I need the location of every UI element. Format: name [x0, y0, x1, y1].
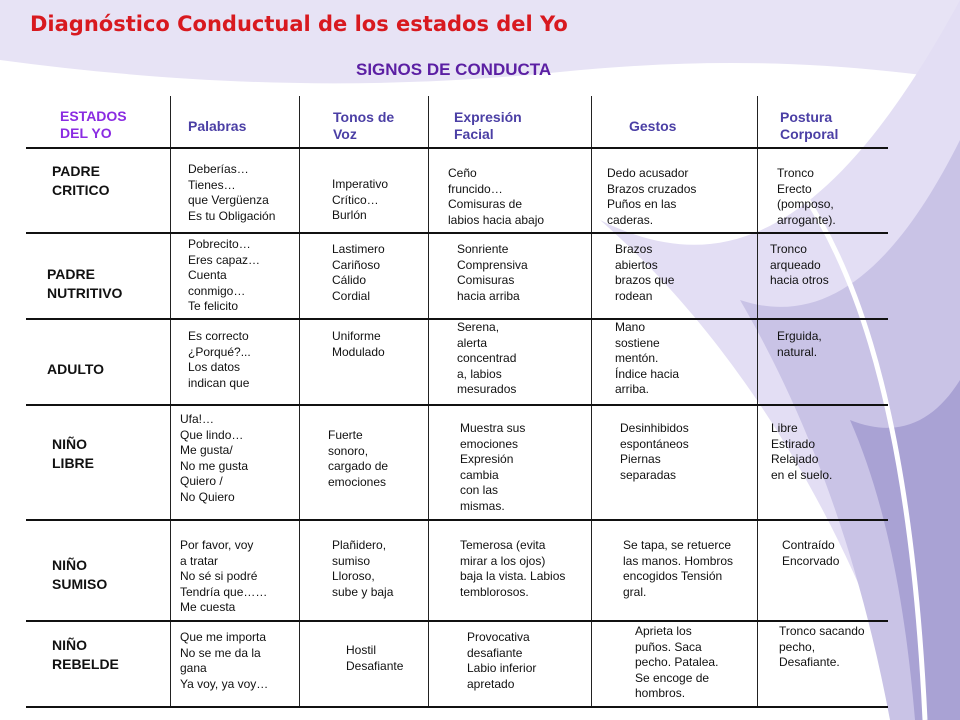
row-label-nino-rebelde: NIÑO REBELDE — [52, 637, 119, 672]
cell-palabras: Deberías… Tienes… que Vergüenza Es tu Obligación — [188, 162, 276, 223]
cell-gestos: Brazos abiertos brazos que rodean — [615, 242, 675, 303]
header-estados: ESTADOS DEL YO — [60, 108, 127, 141]
cell-tonos: Fuerte sonoro, cargado de emociones — [328, 428, 389, 489]
column-divider — [299, 96, 300, 708]
cell-postura: Libre Estirado Relajado en el suelo. — [771, 421, 833, 482]
header-tonos: Tonos de Voz — [333, 109, 395, 142]
cell-gestos: Se tapa, se retuerce las manos. Hombros encogidos Tensión gral. — [623, 538, 734, 599]
cell-postura: Tronco Erecto (pomposo, arrogante). — [777, 166, 836, 227]
cell-tonos: Hostil Desafiante — [346, 643, 404, 673]
header-postura: Postura Corporal — [780, 109, 839, 142]
row-label-nino-sumiso: NIÑO SUMISO — [52, 557, 108, 592]
cell-postura: Tronco arqueado hacia otros — [770, 242, 829, 287]
cell-tonos: Imperativo Crítico… Burlón — [332, 177, 389, 222]
row-divider — [26, 232, 888, 234]
cell-palabras: Que me importa No se me da la gana Ya voy, ya voy… — [180, 630, 269, 691]
cell-tonos: Lastimero Cariñoso Cálido Cordial — [332, 242, 385, 303]
row-divider — [26, 519, 888, 521]
header-palabras: Palabras — [188, 118, 247, 134]
cell-tonos: Plañidero, sumiso Lloroso, sube y baja — [332, 538, 394, 599]
table-subtitle: SIGNOS DE CONDUCTA — [356, 60, 552, 79]
row-divider — [26, 706, 888, 708]
cell-postura: Contraído Encorvado — [782, 538, 840, 568]
row-label-padre-nutritivo: PADRE NUTRITIVO — [47, 266, 123, 301]
cell-tonos: Uniforme Modulado — [332, 329, 385, 359]
page-title: Diagnóstico Conductual de los estados del Yo — [30, 12, 568, 36]
cell-postura: Erguida, natural. — [777, 329, 822, 359]
row-divider — [26, 147, 888, 149]
header-expresion: Expresión Facial — [454, 109, 522, 142]
column-divider — [591, 96, 592, 708]
header-gestos: Gestos — [629, 118, 677, 134]
cell-expresion: Provocativa desafiante Labio inferior apretado — [467, 630, 537, 691]
cell-expresion: Sonriente Comprensiva Comisuras hacia arriba — [457, 242, 528, 303]
cell-gestos: Desinhibidos espontáneos Piernas separadas — [620, 421, 689, 482]
cell-gestos: Mano sostiene mentón. Índice hacia arriba. — [615, 320, 680, 396]
cell-postura: Tronco sacando pecho, Desafiante. — [779, 624, 865, 669]
cell-expresion: Muestra sus emociones Expresión cambia con las mismas. — [460, 421, 526, 513]
row-divider — [26, 404, 888, 406]
row-label-nino-libre: NIÑO LIBRE — [52, 436, 94, 471]
cell-palabras: Es correcto ¿Porqué?... Los datos indican que — [188, 329, 251, 390]
row-divider — [26, 620, 888, 622]
cell-palabras: Por favor, voy a tratar No sé si podré Tendría que…… Me cuesta — [180, 538, 268, 614]
cell-expresion: Ceño fruncido… Comisuras de labios hacia abajo — [448, 166, 545, 227]
cell-gestos: Dedo acusador Brazos cruzados Puños en las caderas. — [607, 166, 697, 227]
cell-expresion: Temerosa (evita mirar a los ojos) baja la vista. Labios temblorosos. — [460, 538, 566, 599]
column-divider — [428, 96, 429, 708]
cell-expresion: Serena, alerta concentrad a, labios mesurados — [457, 320, 517, 396]
column-divider — [757, 96, 758, 708]
row-label-adulto: ADULTO — [47, 361, 105, 377]
cell-palabras: Ufa!… Que lindo… Me gusta/ No me gusta Quiero / No Quiero — [180, 412, 249, 504]
column-divider — [170, 96, 171, 708]
cell-palabras: Pobrecito… Eres capaz… Cuenta conmigo… Te felicito — [188, 237, 261, 313]
row-label-padre-critico: PADRE CRITICO — [52, 163, 110, 198]
cell-gestos: Aprieta los puños. Saca pecho. Patalea. Se encoge de hombros. — [635, 624, 719, 700]
